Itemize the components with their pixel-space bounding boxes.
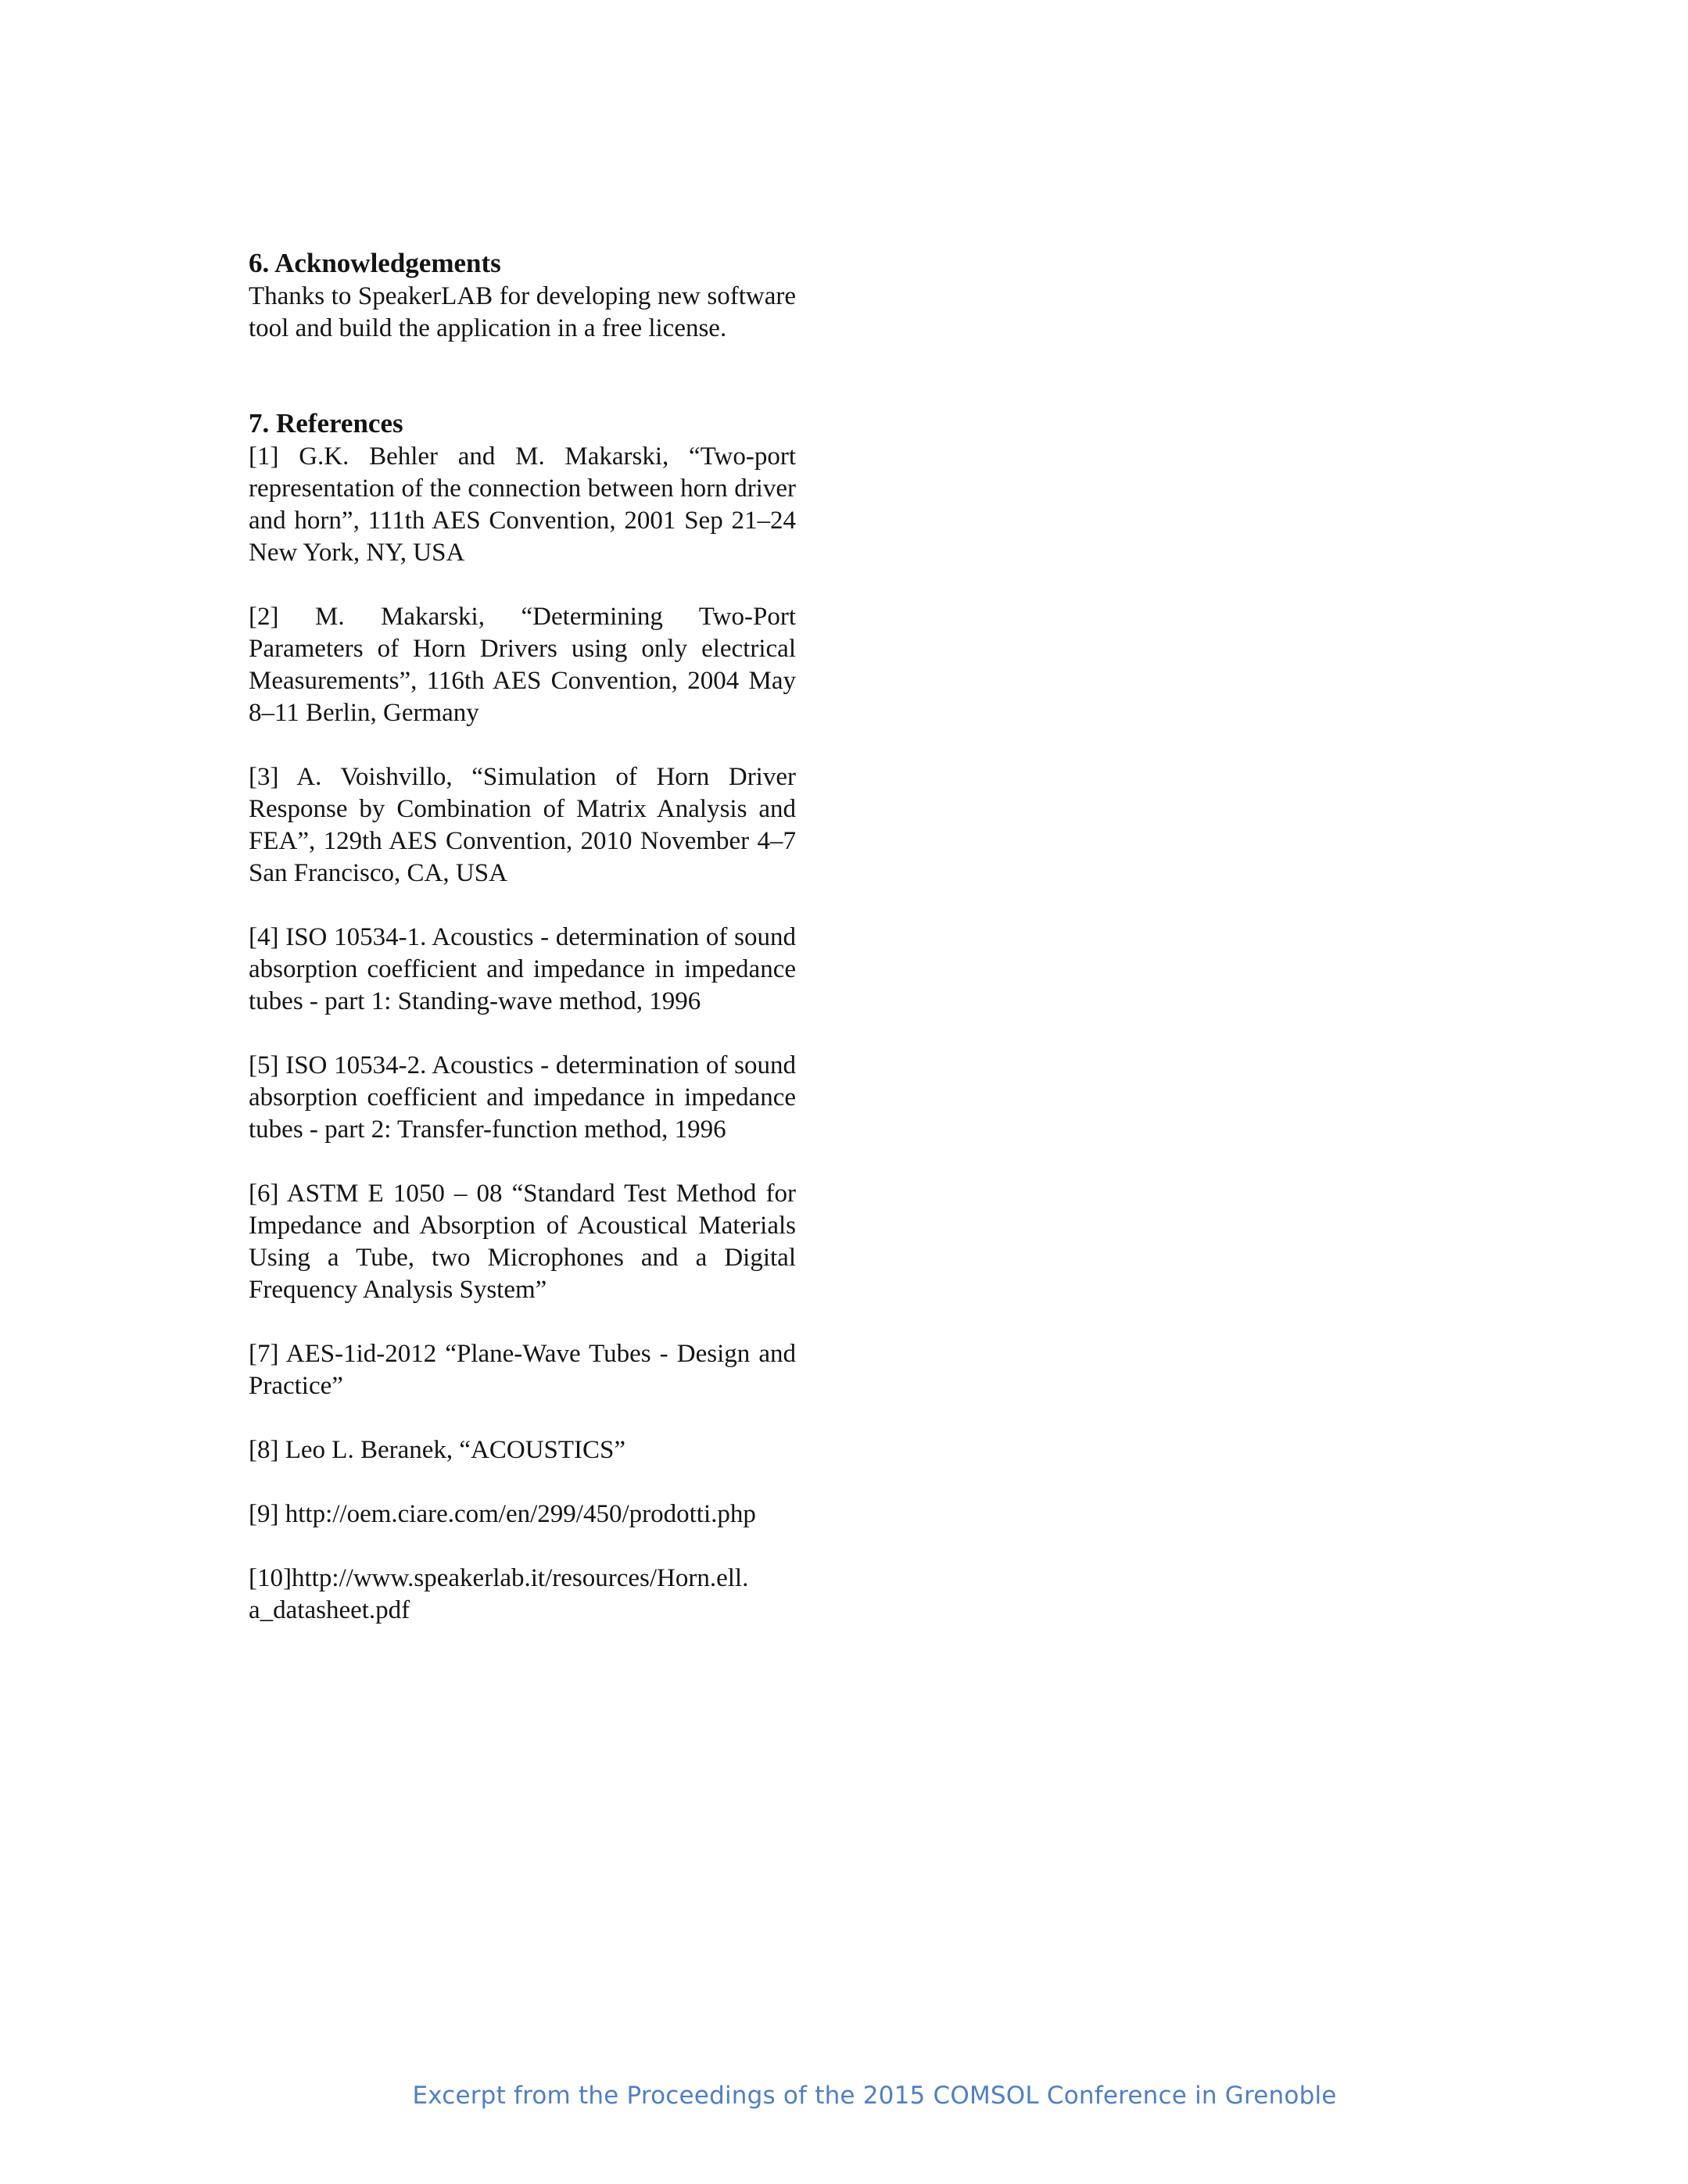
references-section (249, 406, 796, 1627)
reference-item-10-line-1: [10]http://www.speakerlab.it/resources/Horn.ell. (249, 1564, 749, 1592)
references-heading: 7. References (249, 408, 403, 439)
conference-footer (0, 2082, 1688, 2110)
reference-item-7: [7] AES-1id-2012 “Plane-Wave Tubes - Design and Practice” (249, 1340, 796, 1400)
reference-item-4: [4] ISO 10534-1. Acoustics - determination of sound absorption coefficient and impedance in impedance tubes - part 1: Standing-wave method, 1996 (249, 923, 796, 1015)
acknowledgements-heading: 6. Acknowledgements (249, 248, 501, 278)
reference-item-2: [2] M. Makarski, “Determining Two-Port Parameters of Horn Drivers using only electrical Measurements”, 116th AES Convention, 2004 May 8–11 Berlin, Germany (249, 603, 796, 727)
acknowledgements-section (249, 246, 796, 345)
text-column (249, 246, 796, 1659)
reference-item-10 (249, 1563, 796, 1627)
reference-item-3: [3] A. Voishvillo, “Simulation of Horn Driver Response by Combination of Matrix Analysis and FEA”, 129th AES Convention, 2010 November 4–7 San Francisco, CA, USA (249, 763, 796, 887)
reference-item-9: [9] http://oem.ciare.com/en/299/450/prodotti.php (249, 1500, 756, 1528)
reference-item-1: [1] G.K. Behler and M. Makarski, “Two-port representation of the connection between horn driver and horn”, 111th AES Convention, 2001 Sep 21–24 New York, NY, USA (249, 442, 796, 567)
reference-item-6: [6] ASTM E 1050 – 08 “Standard Test Method for Impedance and Absorption of Acoustical Materials Using a Tube, two Microphones and a Digital Frequency Analysis System” (249, 1180, 796, 1304)
reference-item-10-line-2: a_datasheet.pdf (249, 1596, 410, 1624)
reference-item-8: [8] Leo L. Beranek, “ACOUSTICS” (249, 1436, 626, 1464)
footer-text: Excerpt from the Proceedings of the 2015 COMSOL Conference in Grenoble (412, 2082, 1337, 2110)
acknowledgements-text: Thanks to SpeakerLAB for developing new software tool and build the application in a free license. (249, 282, 796, 342)
reference-item-5: [5] ISO 10534-2. Acoustics - determination of sound absorption coefficient and impedance in impedance tubes - part 2: Transfer-function method, 1996 (249, 1051, 796, 1144)
